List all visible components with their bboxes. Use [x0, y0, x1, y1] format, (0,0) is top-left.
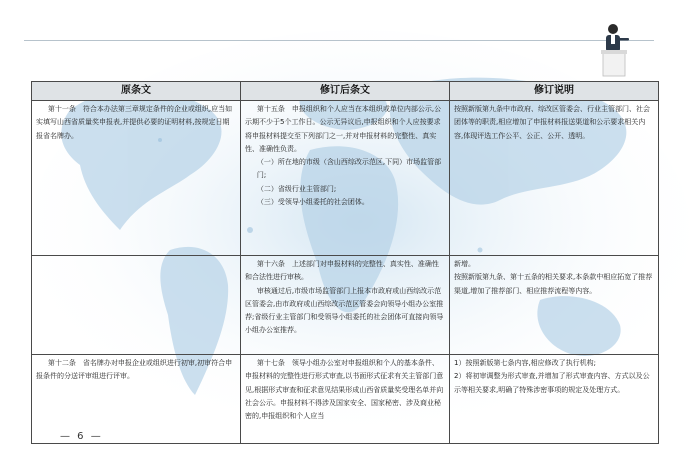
- table-row: [32, 101, 659, 256]
- paragraph: 1）按照新版第七条内容,相应修改了执行机构;: [454, 359, 597, 367]
- header-rule: [24, 40, 654, 41]
- paragraph: （二）省级行业主管部门;: [256, 184, 337, 193]
- paragraph: 审核通过后,市级市场监管部门上报本市政府或山西综改示范区管委会,由市政府或山西综改示范区管委会向领导小组办公室推荐;省级行业主管部门和受领导小组委托的社会团体可直接向领导小组办公室推荐。: [245, 286, 444, 335]
- table-row: [32, 256, 659, 355]
- original-cell: [32, 256, 241, 355]
- paragraph: 第十六条 上述部门对申报材料的完整性、真实性、准确性和合法性进行审核。: [245, 260, 439, 282]
- note-cell: [450, 101, 659, 256]
- paragraph: 新增。: [454, 260, 475, 268]
- revised-cell: [241, 101, 450, 256]
- paragraph: 按照新版第九条中市政府、综改区管委会、行业主管部门、社会团体等的职责,相应增加了申报材料报送渠道和公示要求相关内容,体现评选工作公平、公正、公开、透明。: [454, 105, 650, 140]
- header-revised: 修订后条文: [241, 82, 450, 101]
- paragraph: （三）受领导小组委托的社会团体。: [256, 198, 369, 207]
- note-cell: [450, 355, 659, 444]
- header-original: 原条文: [32, 82, 241, 101]
- paragraph: 第十二条 省名牌办对申报企业或组织进行初审,初审符合申报条件的分送评审组进行评审。: [36, 359, 233, 381]
- table-header-row: [32, 82, 659, 101]
- revision-comparison-table: [31, 81, 659, 444]
- paragraph: 第十七条 领导小组办公室对申报组织和个人的基本条件、申报材料的完整性进行形式审查,以书面形式征求有关主管部门意见,根据形式审查和征求意见结果形成山西省质量奖受理名单并向社会公示。申报材料不得涉及国家安全、国家秘密、涉及商业秘密的,申报组织和个人应当: [245, 359, 444, 421]
- paragraph: （一）所在地的市级（含山西综改示范区,下同）市场监管部门;: [256, 158, 442, 180]
- paragraph: 按照新版第九条、第十五条的相关要求,本条款中相应拓宽了推荐渠道,增加了推荐部门、相应推荐流程等内容。: [454, 273, 653, 295]
- revised-cell: [241, 355, 450, 444]
- table-row: [32, 355, 659, 444]
- header-notes: 修订说明: [450, 82, 659, 101]
- revised-cell: [241, 256, 450, 355]
- page-number: — 6 —: [60, 431, 103, 442]
- paragraph: 第十一条 符合本办法第三章规定条件的企业或组织,应当如实填写山西省质量奖申报表,并提供必要的证明材料,按规定日期报省名牌办。: [36, 105, 233, 140]
- presenter-illustration: [598, 22, 632, 78]
- paragraph: 第十五条 申报组织和个人应当在本组织或单位内部公示,公示期不少于5个工作日。公示无异议后,申报组织和个人应按要求将申报材料提交至下列部门之一,并对申报材料的完整性、真实性、准确性负责。: [245, 105, 442, 153]
- paragraph: 2）将初审调整为形式审查,并增加了形式审查内容、方式以及公示等相关要求,明确了特殊涉密事项的规定及处理方式。: [454, 372, 650, 394]
- note-cell: [450, 256, 659, 355]
- original-cell: [32, 101, 241, 256]
